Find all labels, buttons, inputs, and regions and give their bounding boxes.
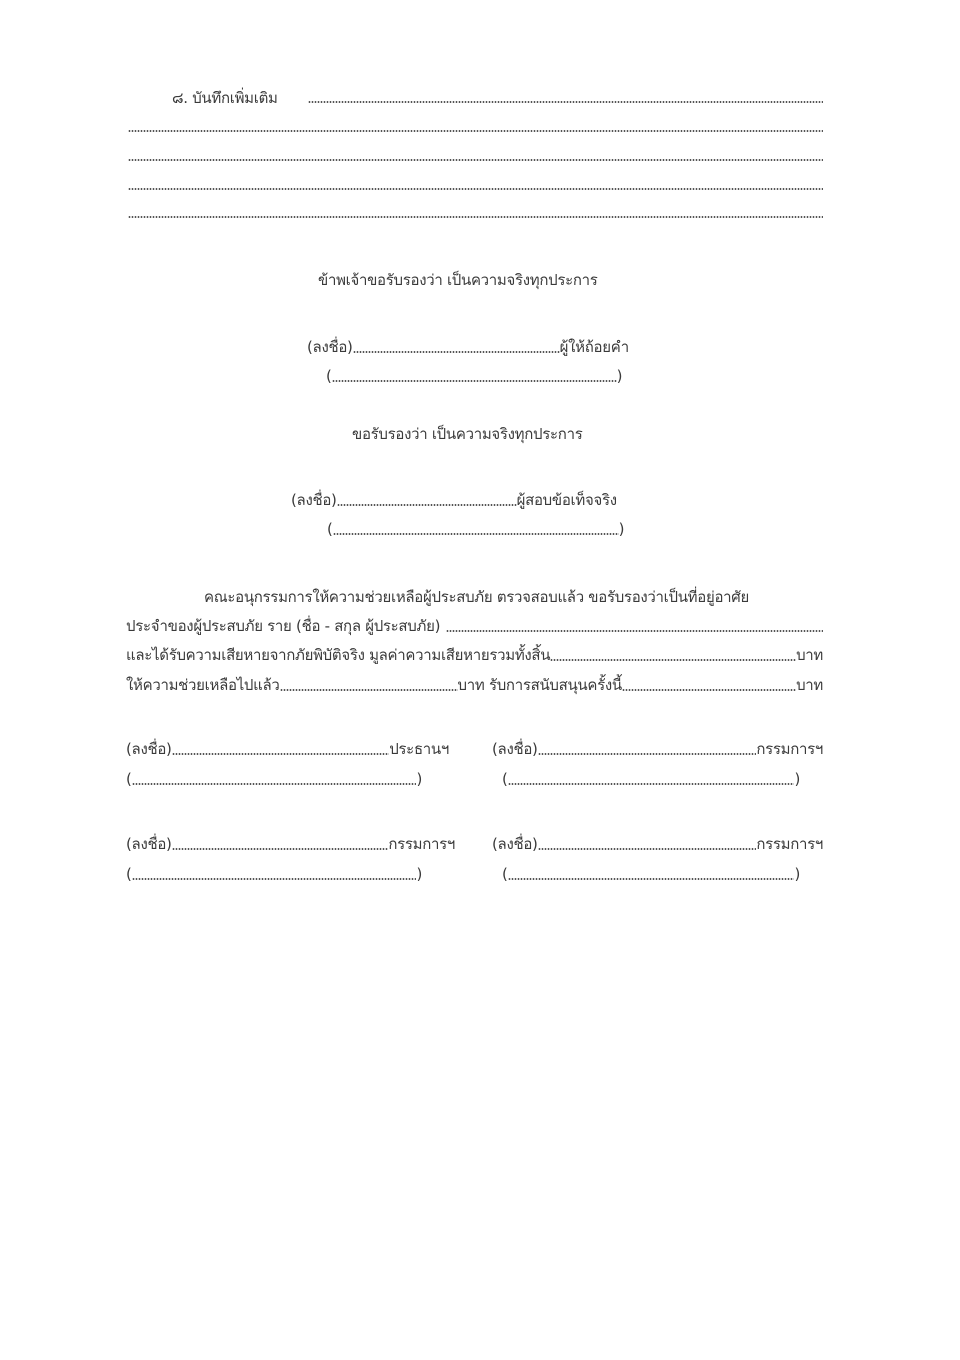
committee-line-4 (126, 675, 823, 695)
signature-field[interactable] (538, 848, 757, 850)
paren-open: ( (126, 770, 132, 788)
paren-close: ) (616, 367, 623, 385)
sign-role: ผู้สอบข้อเท็จจริง (516, 491, 617, 509)
aid-given-field[interactable] (280, 689, 458, 691)
paren-close: ) (416, 770, 422, 788)
signature-field[interactable] (538, 753, 757, 755)
printed-name-field[interactable] (132, 878, 417, 880)
notes-line-3[interactable] (128, 159, 823, 161)
support-amount-field[interactable] (622, 689, 796, 691)
sign-prefix: (ลงชื่อ) (126, 835, 172, 853)
signature-field[interactable] (337, 504, 517, 506)
sign-prefix: (ลงชื่อ) (492, 740, 538, 758)
section-8-heading: ๘. บันทึกเพิ่มเติม (172, 89, 278, 107)
notes-line-2[interactable] (128, 130, 823, 132)
paren-open: ( (326, 367, 332, 385)
committee-line-2 (126, 616, 823, 636)
sign-prefix: (ลงชื่อ) (291, 491, 337, 509)
damage-value-field[interactable] (550, 659, 796, 661)
committee-member-3-signature-line (492, 834, 823, 854)
verifier-certify-text: ขอรับรองว่า เป็นความจริงทุกประการ (352, 425, 583, 443)
sign-role: กรรมการฯ (756, 835, 823, 853)
verifier-signature-line (291, 490, 617, 510)
printed-name-field[interactable] (132, 783, 417, 785)
declarant-name-line (326, 366, 622, 386)
printed-name-field[interactable] (508, 783, 795, 785)
baht-unit: บาท (796, 676, 823, 694)
verifier-name-line (327, 519, 624, 539)
sign-role: ประธานฯ (389, 740, 449, 758)
notes-line-4[interactable] (128, 188, 823, 190)
paren-close: ) (794, 770, 800, 788)
committee-member-2-name-line (126, 864, 422, 884)
paren-open: ( (502, 770, 508, 788)
signature-field[interactable] (353, 351, 560, 353)
aid-given-label: ให้ความช่วยเหลือไปแล้ว (126, 676, 280, 694)
sign-role: กรรมการฯ (756, 740, 823, 758)
paren-open: ( (502, 865, 508, 883)
committee-member-1-signature-line (492, 739, 823, 759)
committee-line-3 (126, 645, 823, 665)
victim-name-label: ประจำของผู้ประสบภัย ราย (ชื่อ - สกุล ผู้ประสบภัย) (126, 617, 441, 635)
declarant-signature-line (307, 337, 629, 357)
paren-close: ) (416, 865, 422, 883)
committee-member-1-name-line (502, 769, 800, 789)
signature-field[interactable] (172, 753, 390, 755)
chairman-name-line (126, 769, 422, 789)
declarant-certify-text: ข้าพเจ้าขอรับรองว่า เป็นความจริงทุกประการ (318, 271, 598, 289)
notes-line-1[interactable] (308, 101, 823, 103)
victim-name-field[interactable] (446, 630, 823, 632)
printed-name-field[interactable] (333, 533, 619, 535)
committee-member-3-name-line (502, 864, 800, 884)
signature-field[interactable] (172, 848, 389, 850)
support-label: บาท รับการสนับสนุนครั้งนี้ (457, 676, 622, 694)
paren-close: ) (794, 865, 800, 883)
sign-prefix: (ลงชื่อ) (492, 835, 538, 853)
baht-unit: บาท (796, 646, 823, 664)
damage-value-label: และได้รับความเสียหายจากภัยพิบัติจริง มูลค่าความเสียหายรวมทั้งสิ้น (126, 646, 551, 664)
committee-line-1: คณะอนุกรรมการให้ความช่วยเหลือผู้ประสบภัย ตรวจสอบแล้ว ขอรับรองว่าเป็นที่อยู่อาศัย (204, 588, 749, 606)
notes-line-5[interactable] (128, 216, 823, 218)
sign-role: ผู้ให้ถ้อยคำ (559, 338, 629, 356)
sign-role: กรรมการฯ (388, 835, 455, 853)
sign-prefix: (ลงชื่อ) (126, 740, 172, 758)
chairman-signature-line (126, 739, 449, 759)
paren-close: ) (618, 520, 625, 538)
printed-name-field[interactable] (508, 878, 795, 880)
paren-open: ( (327, 520, 333, 538)
printed-name-field[interactable] (332, 380, 617, 382)
committee-member-2-signature-line (126, 834, 455, 854)
sign-prefix: (ลงชื่อ) (307, 338, 353, 356)
paren-open: ( (126, 865, 132, 883)
